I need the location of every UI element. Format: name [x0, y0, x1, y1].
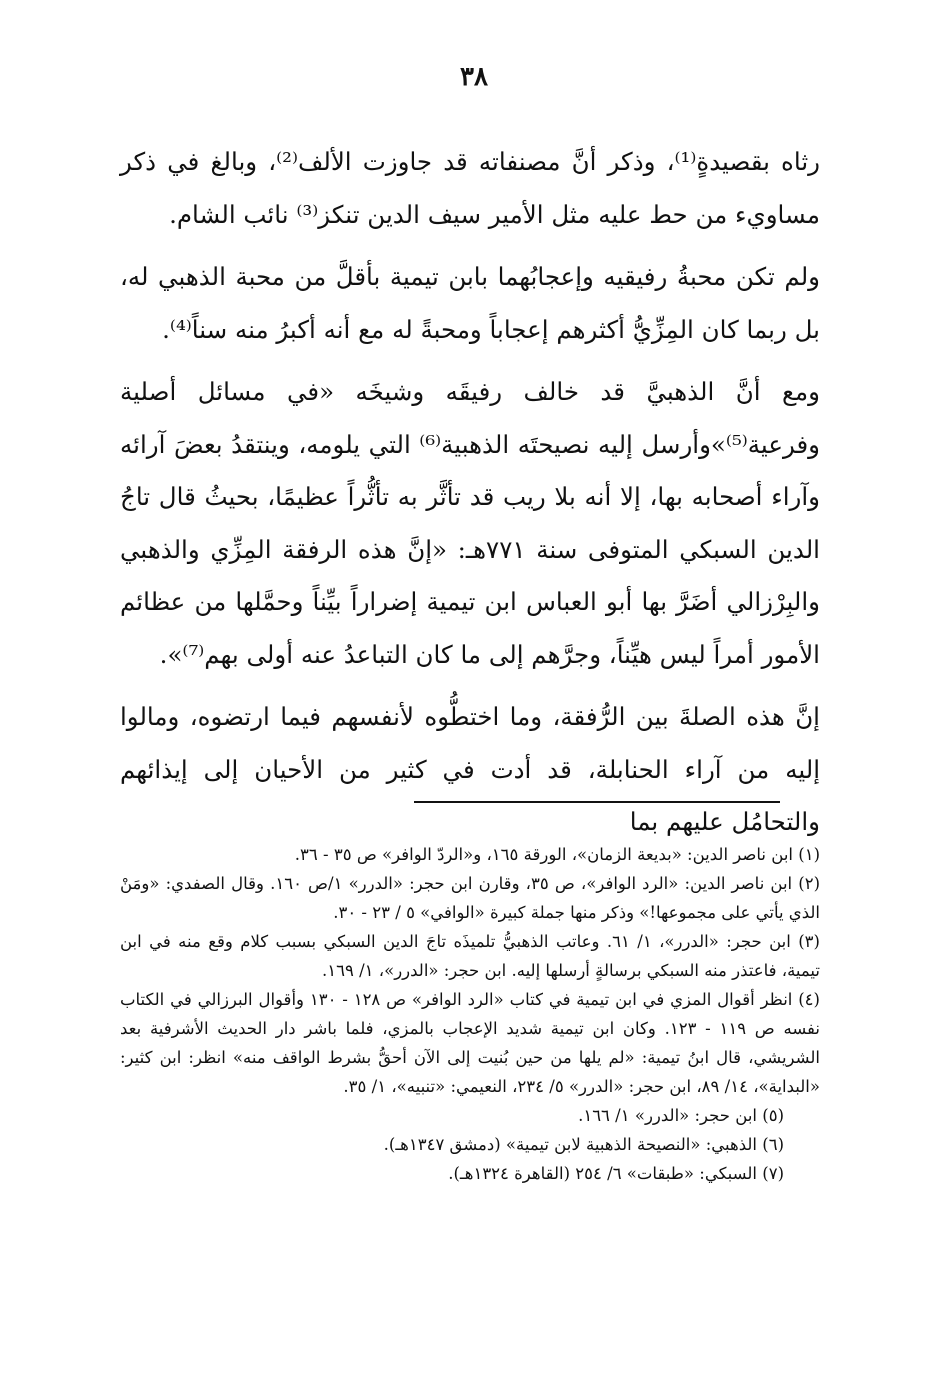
footnote: (٥) ابن حجر: «الدرر» ١/ ١٦٦.	[578, 1106, 784, 1125]
footnote: (٢) ابن ناصر الدين: «الرد الوافر»، ص ٣٥، وقارن ابن حجر: «الدرر» ١/ص ١٦٠. وقال الصفدي: «ومَنْ الذي يأتي على مجموعها!» وذكر منها جملة كبيرة «الوافي» ٥ / ٢٣ - ٣٠.	[120, 874, 821, 922]
page-number: ٣٨	[460, 62, 488, 92]
footnote: (٣) ابن حجر: «الدرر»، ١/ ٦١. وعاتب الذهبيُّ تلميذَه تاجَ الدين السبكي بسبب كلام وقع منه في ابن تيمية، فاعتذر منه السبكي برسالةٍ أرسلها إليه. ابن حجر: «الدرر»، ١/ ١٦٩.	[120, 932, 820, 980]
body-paragraph: رثاه بقصيدةٍ⁽¹⁾، وذكر أنَّ مصنفاته قد جاوزت الألف⁽²⁾، وبالغ في ذكر مساويء من حط عليه مثل الأمير سيف الدين تنكز⁽³⁾ نائب الشام.	[120, 147, 820, 229]
body-paragraph: ولم تكن محبةُ رفيقيه وإعجابُهما بابن تيمية بأقلَّ من محبة الذهبي له، بل ربما كان المِزِّيُّ أكثرهم إعجاباً ومحبةً له مع أنه أكبرُ منه سناً⁽⁴⁾.	[120, 262, 820, 344]
footnote: (٤) انظر أقوال المزي في ابن تيمية في كتاب «الرد الوافر» ص ١٢٨ - ١٣٠ وأقوال البرزالي في الكتاب نفسه ص ١١٩ - ١٢٣. وكان ابن تيمية شديد الإعجاب بالمزي، فلما باشر دار الحديث الأشرفية بعد الشريشي، قال ابنُ تيمية: «لم يلها من حين بُنيت إلى الآن أحقُّ بشرط الواقف منه» انظر: ابن كثير: «البداية»، ١٤/ ٨٩، ابن حجر: «الدرر» ٥/ ٢٣٤، النعيمي: «تنبيه»، ١/ ٣٥.	[120, 990, 820, 1096]
body-paragraph: ومع أنَّ الذهبيَّ قد خالف رفيقَه وشيخَه «في مسائل أصلية وفرعية⁽⁵⁾»وأرسل إليه نصيحتَه الذهبية⁽⁶⁾ التي يلومه، وينتقدُ بعضَ آرائه وآراء أصحابه بها، إلا أنه بلا ريب قد تأثَّر به تأثُّراً عظيمًا، بحيثُ قال تاجُ الدين السبكي المتوفى سنة ٧٧١هـ: «إنَّ هذه الرفقة المِزِّي والذهبي والبِرْزالي أضَرَّ بها أبو العباس ابن تيمية إضراراً بيِّناً وحمَّلها من عظائم الأمور أمراً ليس هيِّناً، وجرَّهم إلى ما كان التباعدُ عنه أولى بهم⁽⁷⁾».	[120, 377, 821, 669]
footnote: (١) ابن ناصر الدين: «بديعة الزمان»، الورقة ١٦٥، و«الردّ الوافر» ص ٣٥ - ٣٦.	[294, 845, 820, 864]
body-text	[120, 136, 820, 859]
footnote: (٧) السبكي: «طبقات» ٦/ ٢٥٤ (القاهرة ١٣٢٤هـ).	[448, 1164, 784, 1183]
footnote-divider	[414, 801, 780, 803]
body-paragraph: إنَّ هذه الصلةَ بين الرُّفقة، وما اختطُّوه لأنفسهم فيما ارتضوه، ومالوا إليه من آراء الحنابلة، قد أدت في كثير من الأحيان إلى إيذائهم والتحامُل عليهم بما	[120, 702, 820, 836]
footnote: (٦) الذهبي: «النصيحة الذهبية لابن تيمية» (دمشق ١٣٤٧هـ).	[383, 1135, 784, 1154]
footnotes	[120, 840, 820, 1188]
